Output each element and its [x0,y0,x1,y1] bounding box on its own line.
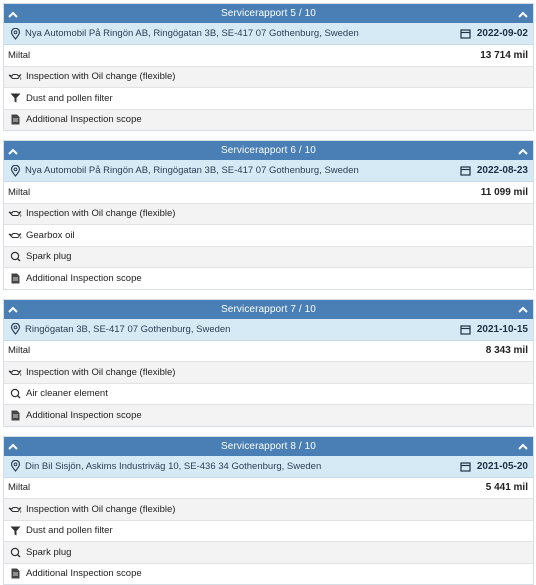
chevron-up-icon[interactable] [7,8,19,20]
service-list [4,204,533,289]
mileage-value: 13 714 mil [480,50,528,61]
service-item [4,499,533,521]
chevron-up-icon[interactable] [7,304,19,316]
collapse-chevron-icon[interactable] [517,304,529,316]
location-row [4,456,533,478]
filter-icon [8,525,22,537]
service-item-label: Additional Inspection scope [26,410,528,421]
mileage-row [4,45,533,67]
service-item [4,67,533,89]
service-item-label: Dust and pollen filter [26,93,528,104]
oil-can-icon [8,229,22,241]
service-list [4,499,533,584]
oil-can-icon [8,71,22,83]
service-item [4,110,533,131]
service-item-label: Spark plug [26,251,528,262]
mileage-label: Miltal [8,482,486,493]
workshop-address: Nya Automobil På Ringön AB, Ringögatan 3B, SE-417 07 Gothenburg, Sweden [25,165,460,176]
mileage-value: 5 441 mil [486,482,528,493]
report-header[interactable] [4,141,533,160]
service-item [4,204,533,226]
service-item [4,564,533,585]
location-row [4,23,533,45]
document-icon [8,114,22,126]
location-row [4,319,533,341]
service-item [4,521,533,543]
mileage-value: 11 099 mil [481,187,528,198]
report-header[interactable] [4,300,533,319]
mileage-label: Miltal [8,50,480,61]
oil-can-icon [8,208,22,220]
service-item [4,247,533,269]
service-item [4,268,533,289]
mileage-label: Miltal [8,187,481,198]
service-item-label: Inspection with Oil change (flexible) [26,367,528,378]
service-report [3,436,534,585]
service-list [4,362,533,426]
report-header[interactable] [4,437,533,456]
service-item [4,542,533,564]
mileage-row [4,182,533,204]
oil-can-icon [8,503,22,515]
service-report [3,140,534,290]
collapse-chevron-icon[interactable] [517,145,529,157]
document-icon [8,409,22,421]
service-date: 2021-10-15 [477,324,528,335]
map-pin-icon [10,323,21,335]
location-row [4,160,533,182]
service-item-label: Spark plug [26,547,528,558]
mileage-value: 8 343 mil [486,345,528,356]
service-list [4,67,533,131]
service-item-label: Additional Inspection scope [26,568,528,579]
report-header[interactable] [4,4,533,23]
spark-plug-icon [8,251,22,263]
calendar-icon [460,324,471,335]
mileage-label: Miltal [8,345,486,356]
chevron-up-icon[interactable] [7,441,19,453]
report-title: Servicerapport 7 / 10 [221,304,316,315]
mileage-row [4,478,533,500]
calendar-icon [460,165,471,176]
service-item-label: Dust and pollen filter [26,525,528,536]
collapse-chevron-icon[interactable] [517,441,529,453]
map-pin-icon [10,460,21,472]
service-date: 2021-05-20 [477,461,528,472]
service-date: 2022-08-23 [477,165,528,176]
service-report-list [0,3,536,585]
spark-plug-icon [8,388,22,400]
service-item-label: Additional Inspection scope [26,273,528,284]
service-item [4,384,533,406]
service-date: 2022-09-02 [477,28,528,39]
collapse-chevron-icon[interactable] [517,8,529,20]
workshop-address: Din Bil Sisjön, Askims Industriväg 10, SE-436 34 Gothenburg, Sweden [25,461,460,472]
map-pin-icon [10,28,21,40]
oil-can-icon [8,366,22,378]
chevron-up-icon[interactable] [7,145,19,157]
service-item-label: Air cleaner element [26,388,528,399]
calendar-icon [460,461,471,472]
service-item-label: Gearbox oil [26,230,528,241]
report-title: Servicerapport 6 / 10 [221,145,316,156]
report-title: Servicerapport 8 / 10 [221,441,316,452]
spark-plug-icon [8,546,22,558]
service-report [3,299,534,427]
service-item [4,225,533,247]
document-icon [8,272,22,284]
workshop-address: Ringögatan 3B, SE-417 07 Gothenburg, Sweden [25,324,460,335]
service-item-label: Inspection with Oil change (flexible) [26,208,528,219]
report-title: Servicerapport 5 / 10 [221,8,316,19]
service-report [3,3,534,131]
service-item [4,362,533,384]
service-item-label: Inspection with Oil change (flexible) [26,504,528,515]
mileage-row [4,341,533,363]
document-icon [8,568,22,580]
service-item [4,405,533,426]
filter-icon [8,92,22,104]
workshop-address: Nya Automobil På Ringön AB, Ringögatan 3B, SE-417 07 Gothenburg, Sweden [25,28,460,39]
map-pin-icon [10,165,21,177]
service-item [4,88,533,110]
service-item-label: Inspection with Oil change (flexible) [26,71,528,82]
service-item-label: Additional Inspection scope [26,114,528,125]
calendar-icon [460,28,471,39]
